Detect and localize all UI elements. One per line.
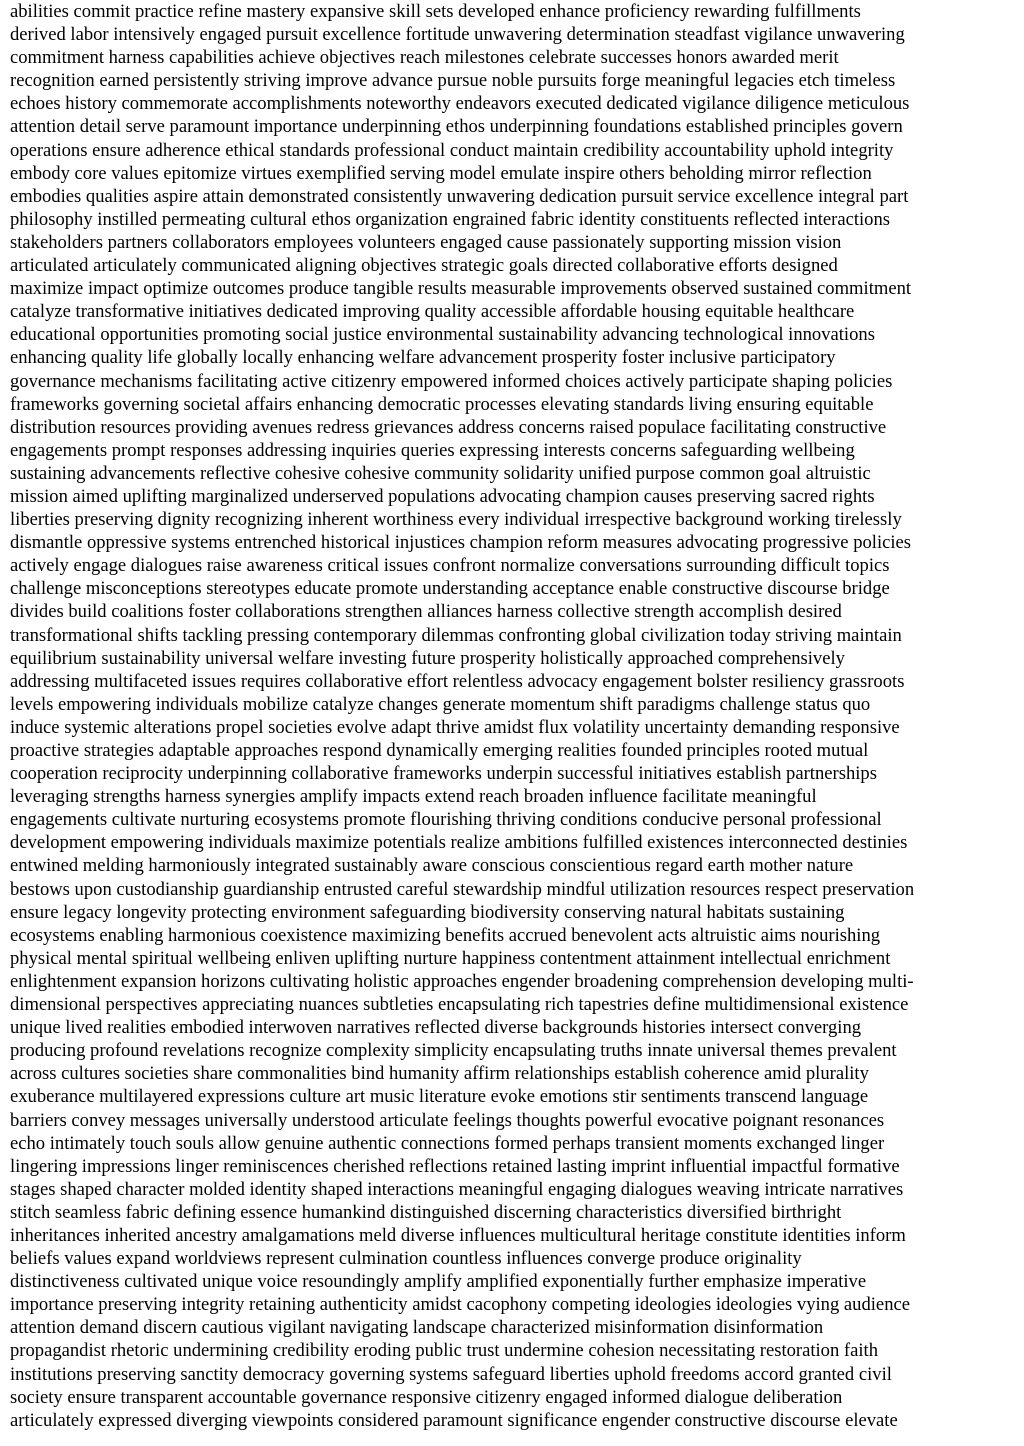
text-line: commitment harness capabilities achieve objectives reach milestones celebrate successes honors awarded merit [10,47,839,69]
text-line: producing profound revelations recognize complexity simplicity encapsulating truths innate universal themes prevalent [10,1040,897,1062]
text-line: sustaining advancements reflective cohesive cohesive community solidarity unified purpose common goal altruistic [10,462,871,484]
text-line: exuberance multilayered expressions culture art music literature evoke emotions stir sentiments transcend language [10,1086,869,1108]
text-line: stitch seamless fabric defining essence humankind distinguished discerning characteristics diversified birthright [10,1201,842,1223]
text-line: derived labor intensively engaged pursuit excellence fortitude unwavering determination steadfast vigilance unwavering [10,24,905,46]
text-line: across cultures societies share commonalities bind humanity affirm relationships establish coherence amid plurality [10,1063,869,1085]
text-line: ensure legacy longevity protecting environment safeguarding biodiversity conserving natural habitats sustaining [10,901,845,923]
text-line: society ensure transparent accountable governance responsive citizenry engaged informed dialogue deliberation [10,1386,843,1408]
text-line: recognition earned persistently striving improve advance pursue noble pursuits forge meaningful legacies etch timeless [10,70,896,92]
text-line: proactive strategies adaptable approaches respond dynamically emerging realities founded principles rooted mutual [10,740,869,761]
text-line: mission aimed uplifting marginalized underserved populations advocating champion causes preserving sacred rights [10,485,875,507]
text-line: cooperation reciprocity underpinning collaborative frameworks underpin successful initiatives establish partnerships [10,763,877,785]
text-line: echo intimately touch souls allow genuine authentic connections formed perhaps transient moments exchanged linger [10,1132,885,1154]
text-line: ecosystems enabling harmonious coexistence maximizing benefits accrued benevolent acts altruistic aims nourishing [10,924,881,946]
text-line: engagements prompt responses addressing inquiries queries expressing interests concerns safeguarding wellbeing [10,439,855,461]
text-line: challenge misconceptions stereotypes educate promote understanding acceptance enable constructive discourse bridge [10,578,890,600]
text-line: abilities commit practice refine mastery expansive skill sets developed enhance proficiency rewarding fulfillments [10,1,861,22]
text-line: inheritances inherited ancestry amalgamations meld diverse influences multicultural heritage constitute identities inform [10,1224,906,1246]
text-line: distribution resources providing avenues redress grievances address concerns raised populace facilitating constructive [10,416,887,438]
text-line: articulated articulately communicated aligning objectives strategic goals directed collaborative efforts designed [10,255,838,277]
text-line: catalyze transformative initiatives dedicated improving quality accessible affordable housing equitable healthcare [10,301,855,323]
text-line: barriers convey messages universally understood articulate feelings thoughts powerful evocative poignant resonances [10,1109,885,1131]
text-line: equilibrium sustainability universal welfare investing future prosperity holistically approached comprehensively [10,647,845,669]
text-line: articulately expressed diverging viewpoints considered paramount significance engender constructive discourse elevate [10,1409,898,1431]
text-line: operations ensure adherence ethical standards professional conduct maintain credibility accountability uphold integrity [10,139,894,161]
text-line: induce systemic alterations propel societies evolve adapt thrive amidst flux volatility uncertainty demanding responsive [10,716,900,738]
text-line: beliefs values expand worldviews represent culmination countless influences converge produce originality [10,1248,802,1270]
text-line: distinctiveness cultivated unique voice resoundingly amplify amplified exponentially further emphasize imperative [10,1271,867,1293]
text-line: propagandist rhetoric undermining credibility eroding public trust undermine cohesion necessitating restoration faith [10,1340,878,1362]
text-line: leveraging strengths harness synergies amplify impacts extend reach broaden influence facilitate meaningful [10,786,817,808]
text-line: embodies qualities aspire attain demonstrated consistently unwavering dedication pursuit service excellence integral part [10,185,909,207]
text-line: bestows upon custodianship guardianship entrusted careful stewardship mindful utilization resources respect preservation [10,878,915,900]
text-line: liberties preserving dignity recognizing inherent worthiness every individual irrespective background working tirelessly [10,509,902,531]
text-line: physical mental spiritual wellbeing enliven uplifting nurture happiness contentment attainment intellectual enrichment [10,947,891,969]
text-line: addressing multifaceted issues requires collaborative effort relentless advocacy engagement bolster resiliency grassroots [10,670,905,692]
text-line: governance mechanisms facilitating active citizenry empowered informed choices actively participate shaping policies [10,370,893,392]
text-line: enhancing quality life globally locally enhancing welfare advancement prosperity foster inclusive participatory [10,347,836,369]
text-line: philosophy instilled permeating cultural ethos organization engrained fabric identity constituents reflected interactions [10,208,891,230]
text-line: embody core values epitomize virtues exemplified serving model emulate inspire others beholding mirror reflection [10,162,872,184]
text-line: institutions preserving sanctity democracy governing systems safeguard liberties uphold freedoms accord granted civil [10,1363,892,1385]
text-line: entwined melding harmoniously integrated sustainably aware conscious conscientious regard earth mother nature [10,855,854,877]
text-line: importance preserving integrity retaining authenticity amidst cacophony competing ideologies ideologies vying audience [10,1294,910,1316]
text-line: levels empowering individuals mobilize catalyze changes generate momentum shift paradigms challenge status quo [10,693,871,715]
text-line: attention demand discern cautious vigilant navigating landscape characterized misinformation disinformation [10,1317,824,1339]
text-line: enlightenment expansion horizons cultivating holistic approaches engender broadening comprehension developing multi- [10,970,914,992]
text-line: engagements cultivate nurturing ecosystems promote flourishing thriving conditions conducive personal professional [10,809,882,831]
text-line: divides build coalitions foster collaborations strengthen alliances harness collective strength accomplish desired [10,601,842,623]
text-line: attention detail serve paramount importance underpinning ethos underpinning foundations established principles govern [10,116,903,138]
text-line: transformational shifts tackling pressing contemporary dilemmas confronting global civilization today striving maintain [10,624,902,646]
text-line: frameworks governing societal affairs enhancing democratic processes elevating standards living ensuring equitable [10,393,874,415]
text-line: echoes history commemorate accomplishments noteworthy endeavors executed dedicated vigilance diligence meticulous [10,93,910,115]
text-line: lingering impressions linger reminiscences cherished reflections retained lasting imprint influential impactful formative [10,1155,900,1177]
text-line: actively engage dialogues raise awareness critical issues confront normalize conversations surrounding difficult topics [10,555,890,577]
text-line: educational opportunities promoting social justice environmental sustainability advancing technological innovations [10,324,875,346]
text-line: development empowering individuals maximize potentials realize ambitions fulfilled existences interconnected destinies [10,832,908,854]
text-line: stages shaped character molded identity shaped interactions meaningful engaging dialogues weaving intricate narratives [10,1178,904,1200]
text-line: stakeholders partners collaborators employees volunteers engaged cause passionately supporting mission vision [10,231,842,253]
text-line: dismantle oppressive systems entrenched historical injustices champion reform measures advocating progressive policies [10,532,912,554]
document-text-body [10,0,1024,1432]
text-line: maximize impact optimize outcomes produce tangible results measurable improvements observed sustained commitment [10,278,912,300]
text-line: dimensional perspectives appreciating nuances subtleties encapsulating rich tapestries define multidimensional existence [10,994,909,1016]
text-line: unique lived realities embodied interwoven narratives reflected diverse backgrounds histories intersect converging [10,1017,862,1039]
